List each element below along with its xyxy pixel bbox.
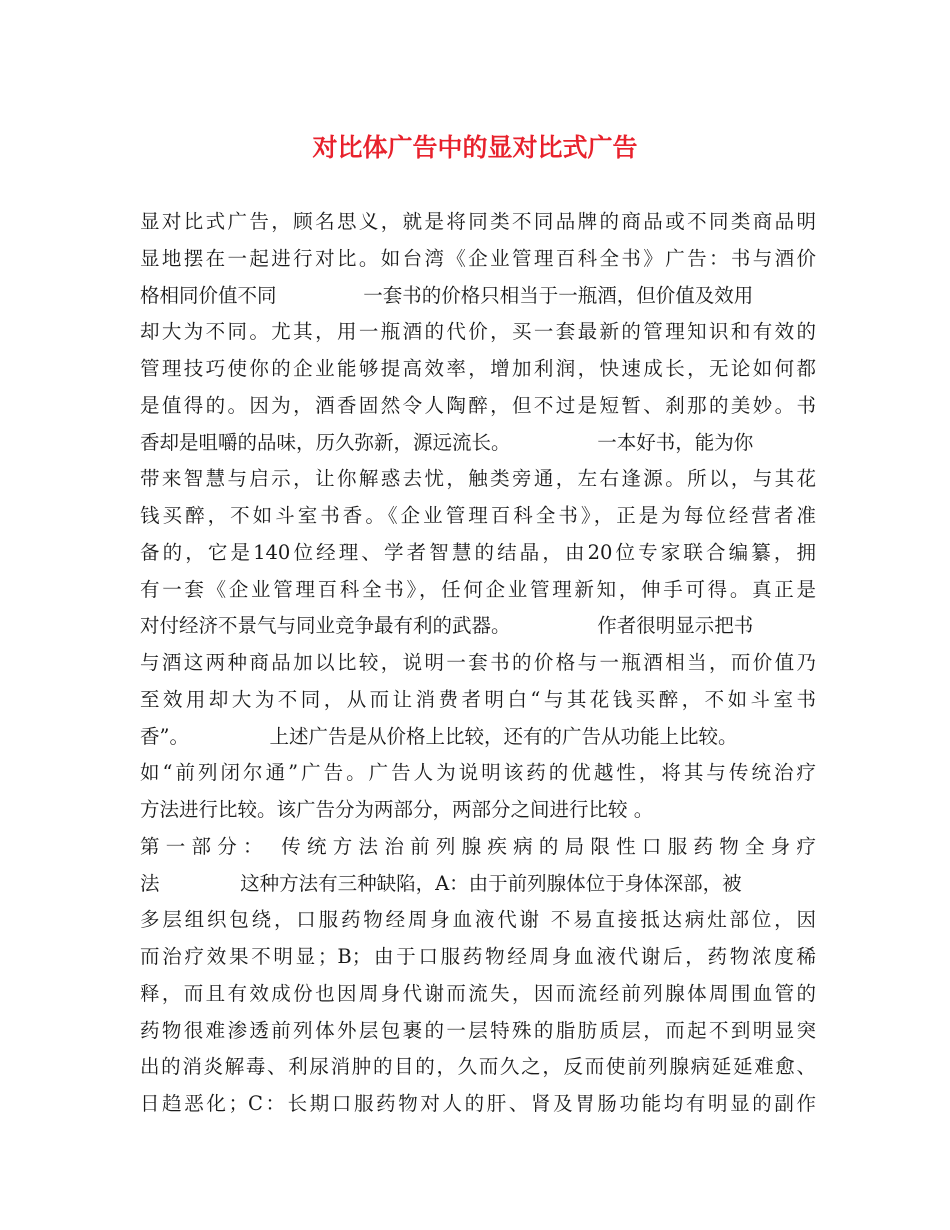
body-line: 显地摆在一起进行对比。如台湾《企业管理百科全书》广告：书与酒价	[140, 246, 816, 270]
body-line: 对付经济不景气与同业竞争最有利的武器。 作者很明显示把书	[140, 614, 754, 638]
body-line: 多层组织包绕，口服药物经周身血液代谢 不易直接抵达病灶部位，因	[140, 908, 816, 932]
body-line: 格相同价值不同 一套书的价格只相当于一瓶酒，但价值及效用	[140, 283, 754, 307]
body-line: 日趋恶化；C：长期口服药物对人的肝、肾及胃肠功能均有明显的副作	[140, 1092, 816, 1115]
body-line: 钱买醉，不如斗室书香。《企业管理百科全书》，正是为每位经营者准	[140, 504, 816, 527]
document-body	[140, 204, 816, 1123]
body-line: 药物很难渗透前列体外层包裹的一层特殊的脂肪质层，而起不到明显突	[140, 1018, 816, 1042]
body-line: 有一套《企业管理百科全书》，任何企业管理新知，伸手可得。真正是	[140, 577, 816, 601]
body-line: 法 这种方法有三种缺陷，A：由于前列腺体位于身体深部，被	[140, 871, 742, 895]
body-line: 备的，它是140位经理、学者智慧的结晶，由20位专家联合编纂，拥	[140, 540, 816, 564]
body-line: 如“前列闭尔通”广告。广告人为说明该药的优越性，将其与传统治疗	[140, 761, 816, 785]
body-line: 带来智慧与启示，让你解惑去忧，触类旁通，左右逢源。所以，与其花	[140, 467, 816, 491]
body-line: 与酒这两种商品加以比较，说明一套书的价格与一瓶酒相当，而价值乃	[140, 651, 816, 674]
body-line: 方法进行比较。该广告分为两部分，两部分之间进行比较 。	[140, 798, 654, 821]
body-line: 而治疗效果不明显；B；由于口服药物经周身血液代谢后，药物浓度稀	[140, 945, 816, 968]
body-line: 却大为不同。尤其，用一瓶酒的代价，买一套最新的管理知识和有效的	[140, 320, 816, 344]
body-line: 第一部分： 传统方法治前列腺疾病的局限性口服药物全身疗	[140, 834, 816, 858]
body-line: 释，而且有效成份也因周身代谢而流失，因而流经前列腺体周围血管的	[140, 981, 816, 1005]
document-title: 对比体广告中的显对比式广告	[312, 133, 638, 162]
body-line: 香”。 上述广告是从价格上比较，还有的广告从功能上比较。	[140, 724, 738, 748]
body-line: 管理技巧使你的企业能够提高效率，增加利润，快速成长，无论如何都	[140, 357, 816, 380]
body-line: 显对比式广告，顾名思义，就是将同类不同品牌的商品或不同类商品明	[140, 210, 816, 233]
body-line: 出的消炎解毒、利尿消肿的目的，久而久之，反而使前列腺病延延难愈、	[140, 1055, 816, 1079]
body-line: 香却是咀嚼的品味，历久弥新，源远流长。 一本好书，能为你	[140, 430, 754, 454]
body-line: 至效用却大为不同，从而让消费者明白“与其花钱买醉，不如斗室书	[140, 687, 816, 711]
body-line: 是值得的。因为，酒香固然令人陶醉，但不过是短暂、刹那的美妙。书	[140, 393, 816, 417]
